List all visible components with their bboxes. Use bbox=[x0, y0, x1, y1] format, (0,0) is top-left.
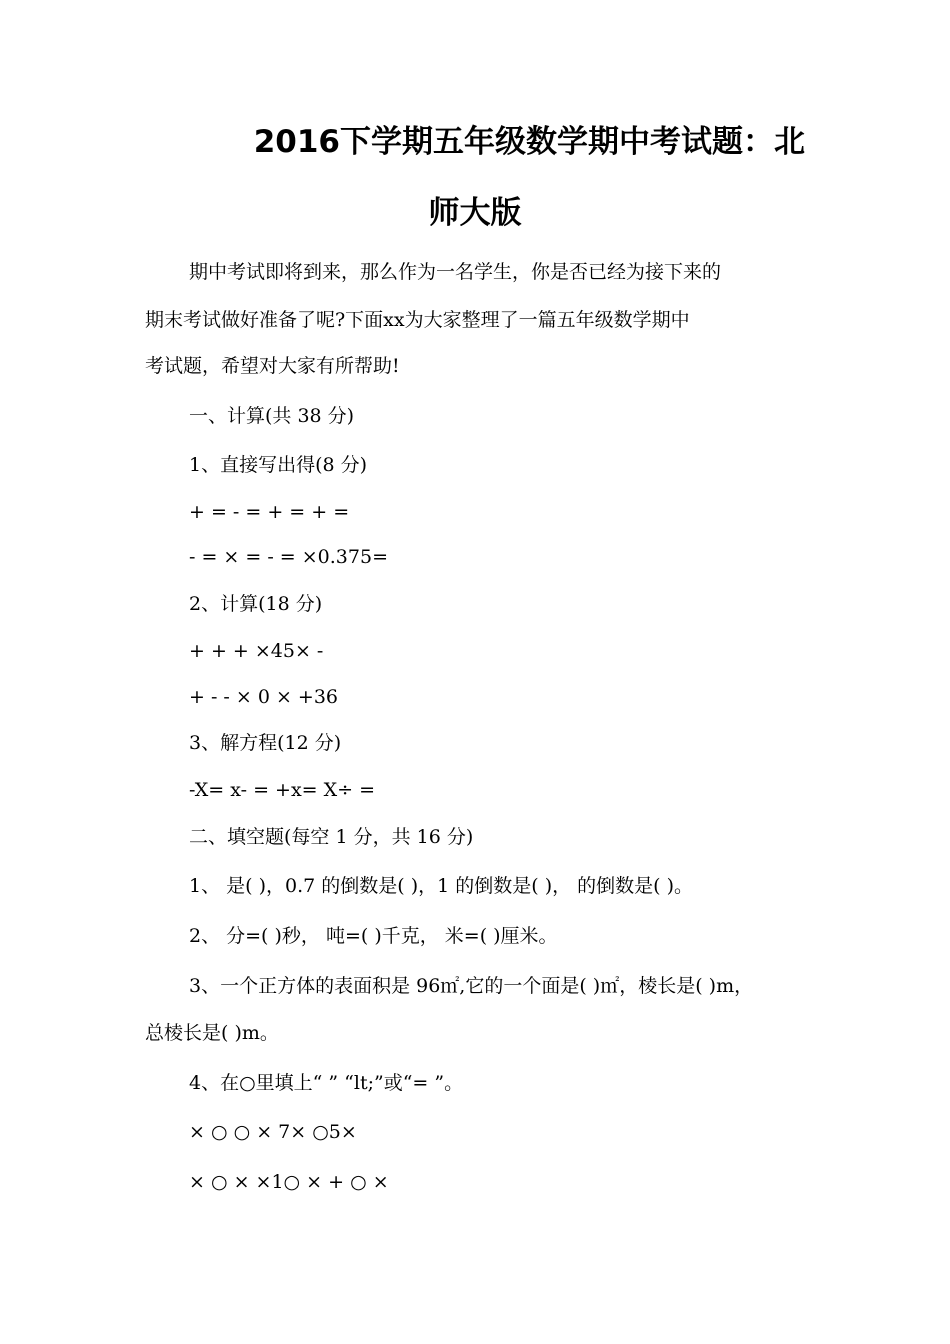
question-text: 总棱长是( )m。 bbox=[145, 1022, 279, 1044]
question-heading-calculate: 2、计算(18 分) bbox=[189, 593, 323, 615]
intro-paragraph-line-1: 期中考试即将到来，那么作为一名学生，你是否已经为接下来的 bbox=[189, 261, 722, 283]
document-title-line-2: 师大版 bbox=[428, 195, 522, 231]
question-text: 2、 分=( )秒， 吨=( )千克， 米=( )厘米。 bbox=[189, 925, 558, 947]
question-text: 4、在○里填上“ ” “lt;”或“= ”。 bbox=[189, 1072, 464, 1094]
intro-paragraph-line-3: 考试题，希望对大家有所帮助! bbox=[145, 355, 400, 377]
expression-line: + - - × 0 × +36 bbox=[189, 686, 339, 708]
question-text: 1、 是( )，0.7 的倒数是( )，1 的倒数是( )， 的倒数是( )。 bbox=[189, 875, 694, 897]
question-heading-direct-write: 1、直接写出得(8 分) bbox=[189, 454, 368, 476]
expression-line: + = - = + = + = bbox=[189, 501, 350, 523]
intro-paragraph-line-2: 期末考试做好准备了呢?下面xx为大家整理了一篇五年级数学期中 bbox=[145, 309, 690, 331]
question-text: 3、一个正方体的表面积是 96㎡,它的一个面是( )㎡，棱长是( )m， bbox=[189, 975, 754, 997]
comparison-line: × ○ × ×1○ × + ○ × bbox=[189, 1171, 389, 1193]
expression-line: - = × = - = ×0.375= bbox=[189, 546, 388, 568]
section-heading-calculation: 一、计算(共 38 分) bbox=[189, 405, 355, 427]
question-heading-equations: 3、解方程(12 分) bbox=[189, 732, 342, 754]
expression-line: -X= x- = +x= X÷ = bbox=[189, 779, 376, 801]
comparison-line: × ○ ○ × 7× ○5× bbox=[189, 1121, 357, 1143]
document-title-line-1: 2016下学期五年级数学期中考试题：北 bbox=[253, 124, 805, 160]
section-heading-fill-in: 二、填空题(每空 1 分，共 16 分) bbox=[189, 826, 474, 848]
expression-line: + + + ×45× - bbox=[189, 640, 324, 662]
